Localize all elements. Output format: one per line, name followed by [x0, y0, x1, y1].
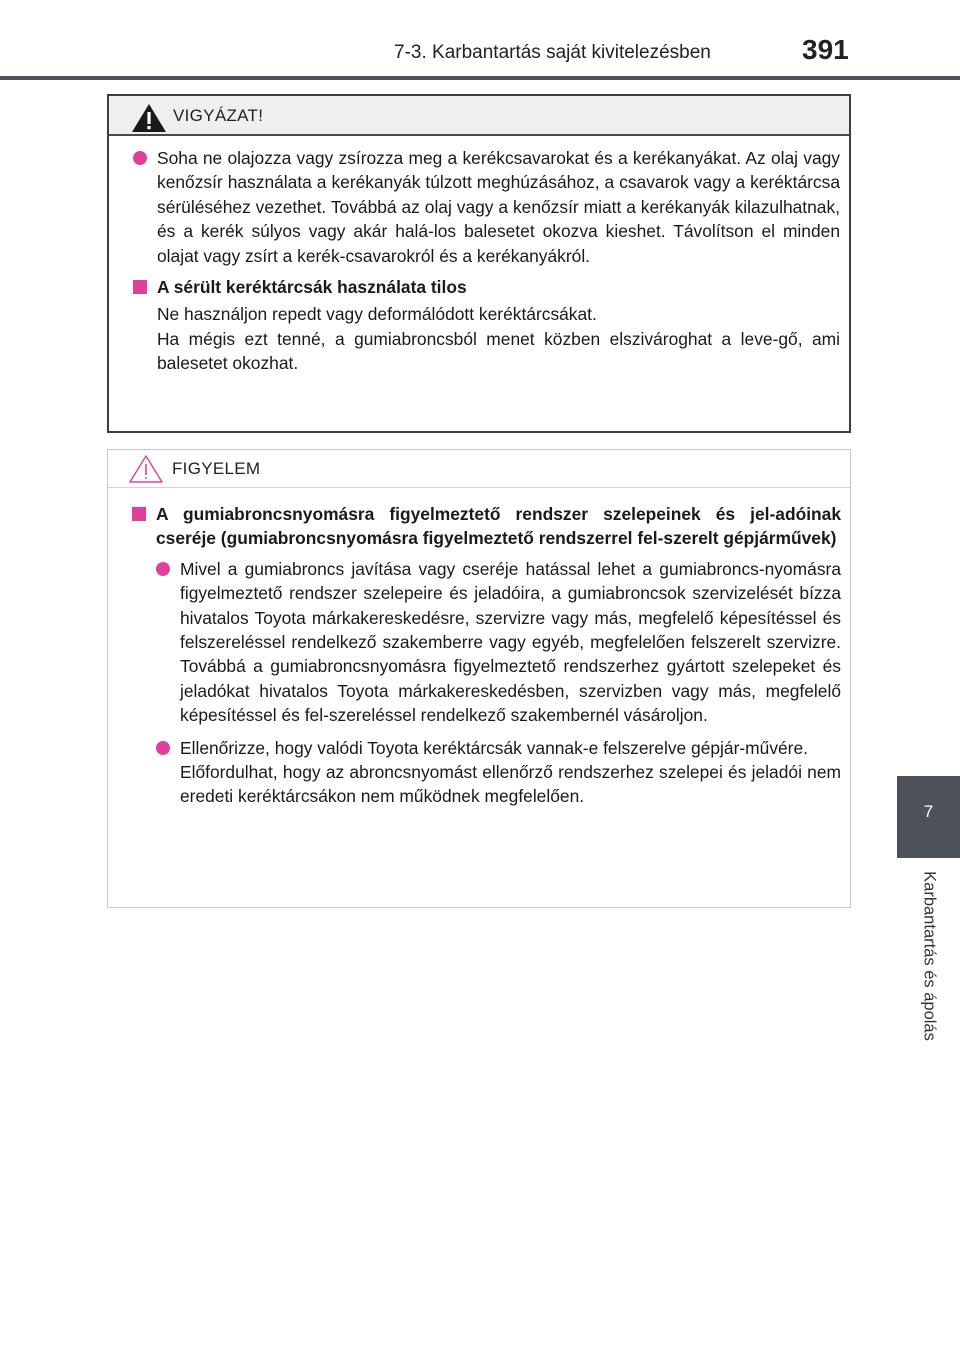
caution-bullet-1	[156, 557, 841, 728]
caution-box-title: FIGYELEM	[172, 459, 261, 478]
warning-section-line1: Ne használjon repedt vagy deformálódott keréktárcsákat.	[157, 304, 597, 325]
chapter-tab	[897, 776, 960, 858]
warning-box	[107, 94, 851, 433]
warning-section-heading	[133, 275, 840, 299]
warning-bullet	[133, 146, 840, 268]
warning-triangle-icon	[131, 103, 167, 133]
chapter-number: 7	[923, 802, 934, 821]
caution-box-body	[108, 488, 850, 809]
caution-section-heading	[132, 502, 841, 551]
caution-bullet-list	[132, 557, 841, 809]
square-bullet-icon	[133, 280, 147, 294]
bullet-icon	[133, 151, 147, 165]
bullet-icon	[156, 741, 170, 755]
caution-bullet-2	[156, 736, 841, 809]
caution-bullet-2-line1: Ellenőrizze, hogy valódi Toyota keréktárcsák vannak-e felszerelve gépjár-művére.	[180, 737, 808, 758]
warning-bullet-text: Soha ne olajozza vagy zsírozza meg a kerékcsavarokat és a kerékanyákat. Az olaj vagy kenőzsír használata a kerékanyák túlzott meghúzásához, a csavarok vagy a keréktárcsa sérüléséhez vezethet. Továbbá az olaj vagy a kenőzsír miatt a kerékanyák kilazulhatnak, és a kerék súlyos vagy akár halá-los balesetet okozva kieshet. Távolítson el minden olajat vagy zsírt a kerék-csavarokról és a kerékanyákról.	[157, 148, 840, 266]
caution-box-header	[108, 450, 850, 488]
page-number: 391	[802, 34, 849, 65]
warning-section-line2: Ha mégis ezt tenné, a gumiabroncsból menet közben elszivároghat a leve-gő, ami balesetet okozhat.	[157, 328, 840, 374]
caution-section-title: A gumiabroncsnyomásra figyelmeztető rendszer szelepeinek és jel-adóinak cseréje (gumiabroncsnyomásra figyelmeztető rendszerrel fel-szerelt gépjárművek)	[156, 504, 841, 549]
header-divider	[0, 76, 960, 80]
square-bullet-icon	[132, 507, 146, 521]
warning-section-title: A sérült keréktárcsák használata tilos	[157, 277, 467, 298]
warning-box-title: VIGYÁZAT!	[173, 106, 264, 125]
caution-triangle-icon	[128, 454, 164, 484]
caution-bullet-1-text: Mivel a gumiabroncs javítása vagy cseréje hatással lehet a gumiabroncs-nyomásra figyelmeztető rendszer szelepeire és jeladóira, a gumiabroncsok szervizelését bízza hivatalos Toyota márkakereskedésre, szervizre vagy más, megfelelő képesítéssel és felszereléssel rendelkező szakemberre vagy egyéb, megfelelően felszerelt szervizre. Továbbá a gumiabroncsnyomásra figyelmeztető rendszerhez gyártott szelepeket és jeladókat hivatalos Toyota márkakereskedésben, szervizben vagy más, megfelelő képesítéssel és fel-szereléssel rendelkező szakembernél vásároljon.	[180, 558, 841, 726]
warning-box-header	[109, 96, 849, 136]
chapter-label-text: Karbantartás és ápolás	[920, 871, 939, 1041]
bullet-icon	[156, 562, 170, 576]
caution-bullet-2-line2: Előfordulhat, hogy az abroncsnyomást ellenőrző rendszerhez szelepei és jeladói nem eredeti keréktárcsákon nem működnek megfelelően.	[180, 762, 841, 807]
section-title: 7-3. Karbantartás saját kivitelezésben	[394, 42, 711, 63]
caution-box	[107, 449, 851, 908]
warning-box-body	[109, 136, 849, 376]
